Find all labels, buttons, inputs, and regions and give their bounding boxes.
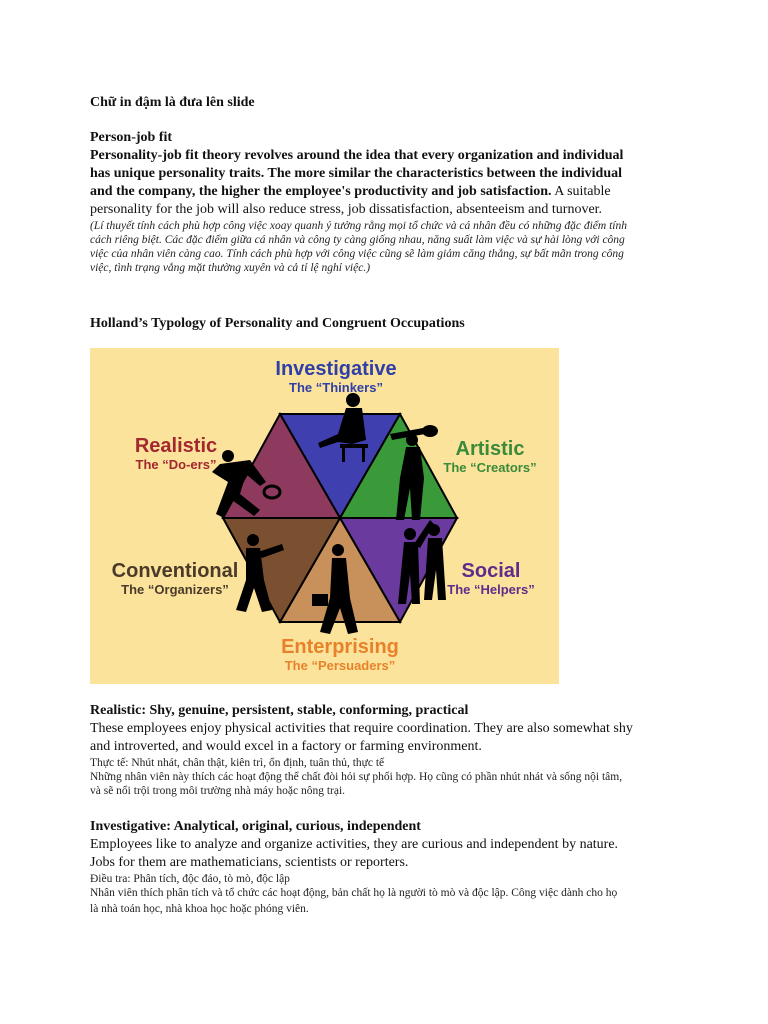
label-enterprising: Enterprising <box>281 636 399 658</box>
section-title-holland: Holland’s Typology of Personality and Congruent Occupations <box>90 316 465 331</box>
vietnamese-translation-line: việc của nhân viên càng cao. Tính cách phù hợp với công việc cũng sẽ làm giảm căng thẳng, sự bất mãn trong công <box>90 248 624 260</box>
section-title-person-job-fit: Person-job fit <box>90 130 173 145</box>
realistic-vn-line: và sẽ nổi trội trong môi trường nhà máy hoặc nông trại. <box>90 785 346 797</box>
paragraph-line <box>90 184 611 200</box>
paragraph-line: has unique personality traits. The more similar the characteristics between the individual <box>90 166 622 181</box>
label-social: Social <box>461 560 521 582</box>
holland-hexagon-figure <box>90 348 559 684</box>
hexagon-diagram <box>90 348 559 684</box>
investigative-vn-line: là nhà toán học, nhà khoa học hoặc phóng viên. <box>90 903 309 915</box>
realistic-heading: Realistic: Shy, genuine, persistent, stable, conforming, practical <box>90 703 469 718</box>
investigative-vn-line: Điều tra: Phân tích, độc đáo, tò mò, độc lập <box>90 873 290 885</box>
paragraph-line: personality for the job will also reduce stress, job dissatisfaction, absenteeism and turnover. <box>90 202 603 217</box>
vietnamese-translation-line: việc, tình trạng vắng mặt thường xuyên và cả tỉ lệ nghỉ việc.) <box>90 262 371 274</box>
vietnamese-translation-line: cách riêng biệt. Các đặc điểm giữa cá nhân và công ty càng giống nhau, năng suất làm việc và sự hài lòng với công <box>90 234 625 246</box>
realistic-en-line: These employees enjoy physical activities that require coordination. They are also somewhat shy <box>90 721 633 736</box>
investigative-en-line: Employees like to analyze and organize activities, they are curious and independent by nature. <box>90 837 619 852</box>
paragraph-normal-part: A suitable <box>551 184 611 199</box>
header-note: Chữ in đậm là đưa lên slide <box>90 95 255 110</box>
investigative-en-line: Jobs for them are mathematicians, scientists or reporters. <box>90 855 409 870</box>
label-realistic-nick: The “Do-ers” <box>135 457 217 472</box>
vietnamese-translation-line: (Lí thuyết tính cách phù hợp công việc xoay quanh ý tưởng rằng mọi tổ chức và cá nhân đều có những đặc điểm tính <box>90 220 627 232</box>
paragraph-line: Personality-job fit theory revolves around the idea that every organization and individual <box>90 148 624 163</box>
realistic-en-line: and introverted, and would excel in a factory or farming environment. <box>90 739 482 754</box>
label-artistic-nick: The “Creators” <box>443 460 537 475</box>
label-enterprising-nick: The “Persuaders” <box>284 658 396 673</box>
label-conventional-nick: The “Organizers” <box>121 582 229 597</box>
investigative-vn-line: Nhân viên thích phân tích và tổ chức các hoạt động, bản chất họ là người tò mò và độc lập. Công việc dành cho họ <box>90 887 618 899</box>
label-investigative: Investigative <box>275 358 397 380</box>
realistic-vn-line: Thực tế: Nhút nhát, chân thật, kiên trì, ổn định, tuân thủ, thực tế <box>90 757 385 769</box>
paragraph-bold-part: and the company, the higher the employee's productivity and job satisfaction. <box>90 184 552 199</box>
label-social-nick: The “Helpers” <box>447 582 535 597</box>
realistic-vn-line: Những nhân viên này thích các hoạt động thể chất đòi hỏi sự phối hợp. Họ cũng có phần nhút nhát và sống nội tâm, <box>90 771 623 783</box>
label-realistic: Realistic <box>134 435 218 457</box>
investigative-heading: Investigative: Analytical, original, curious, independent <box>90 819 421 834</box>
label-investigative-nick: The “Thinkers” <box>289 380 383 395</box>
label-conventional: Conventional <box>111 560 239 582</box>
label-artistic: Artistic <box>455 438 525 460</box>
